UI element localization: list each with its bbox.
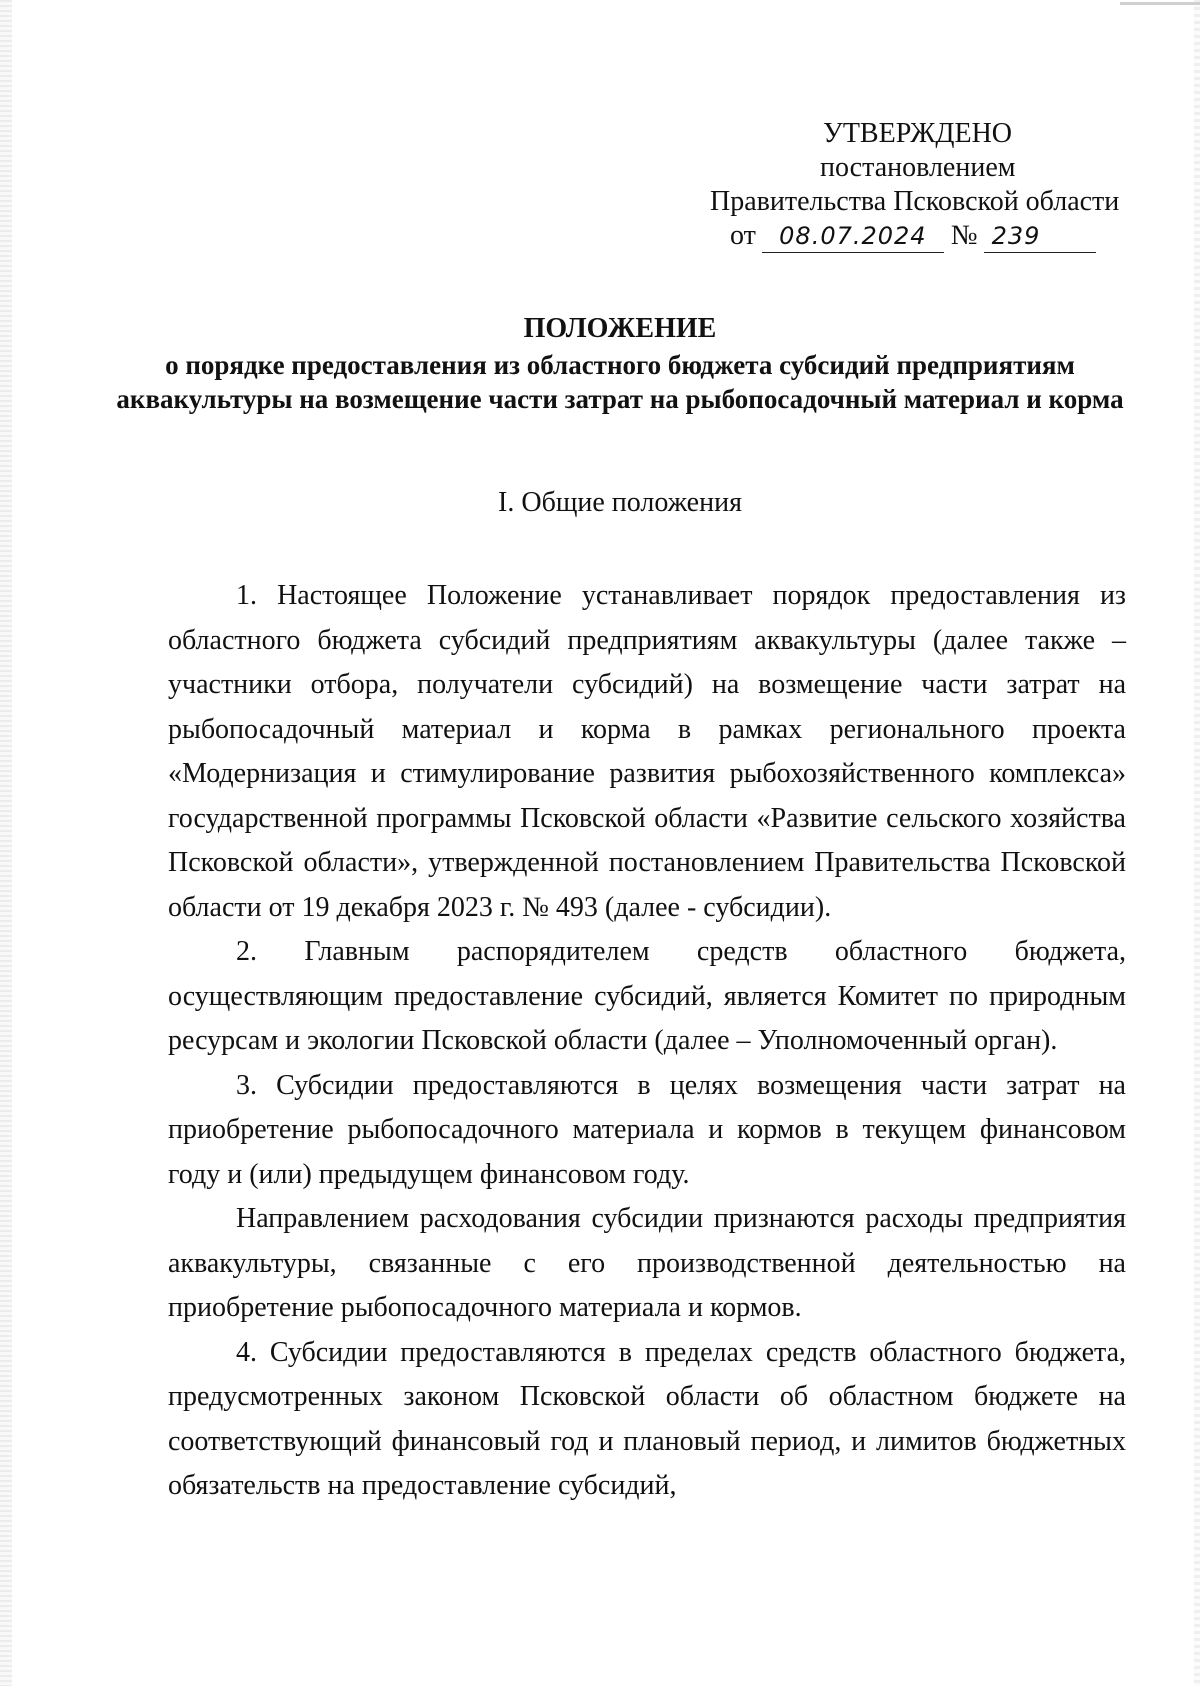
scan-edge-right <box>1194 0 1200 1686</box>
paragraph-4: 4. Субсидии предоставляются в пределах средств областного бюджета, предусмотренных законом Псковской области об областном бюджете на соответствующий финансовый год и плановый период, и лимитов бюджетных обязательств на предоставление субсидий, <box>168 1336 1126 1501</box>
handwritten-number: 239 <box>984 220 1096 253</box>
approval-government: Правительства Псковской области <box>710 186 1120 217</box>
scan-edge-top <box>1120 2 1200 5</box>
document-title: ПОЛОЖЕНИЕ <box>523 313 717 344</box>
document-body <box>168 574 1126 1509</box>
handwritten-date: 08.07.2024 <box>762 220 944 253</box>
approval-block <box>690 118 1130 252</box>
paragraph-3: 3. Субсидии предоставляются в целях возмещения части затрат на приобретение рыбопосадочного материала и кормов в текущем финансовом году и (или) предыдущем финансовом году. <box>168 1069 1126 1190</box>
approval-date-line <box>730 220 1130 252</box>
document-title-block <box>100 312 1140 416</box>
paragraph-3-direction: Направлением расходования субсидии признаются расходы предприятия аквакультуры, связанные с его производственной деятельностью на приобретение рыбопосадочного материала и кормов. <box>168 1203 1126 1323</box>
document-subtitle: о порядке предоставления из областного бюджета субсидий предприятиям аквакультуры на возмещение части затрат на рыбопосадочный материал и корма <box>116 350 1124 414</box>
date-prefix: от <box>730 220 756 251</box>
number-prefix: № <box>950 220 978 251</box>
approval-by: постановлением <box>820 152 1016 183</box>
paragraph-2: 2. Главным распорядителем средств областного бюджета, осуществляющим предоставление субсидий, является Комитет по природным ресурсам и экологии Псковской области (далее – Уполномоченный орган). <box>168 936 1126 1056</box>
section-heading: I. Общие положения <box>498 487 742 518</box>
paragraph-1: 1. Настоящее Положение устанавливает порядок предоставления из областного бюджета субсидий предприятиям аквакультуры (далее также – участники отбора, получатели субсидий) на возмещение части затрат на рыбопосадочный материал и корма в рамках регионального проекта «Модернизация и стимулирование развития рыбохозяйственного комплекса» государственной программы Псковской области «Развитие сельского хозяйства Псковской области», утвержденной постановлением Правительства Псковской области от 19 декабря 2023 г. № 493 (далее - субсидии). <box>168 580 1126 923</box>
scan-edge-left <box>0 0 12 1686</box>
approval-title: УТВЕРЖДЕНО <box>823 118 1013 149</box>
